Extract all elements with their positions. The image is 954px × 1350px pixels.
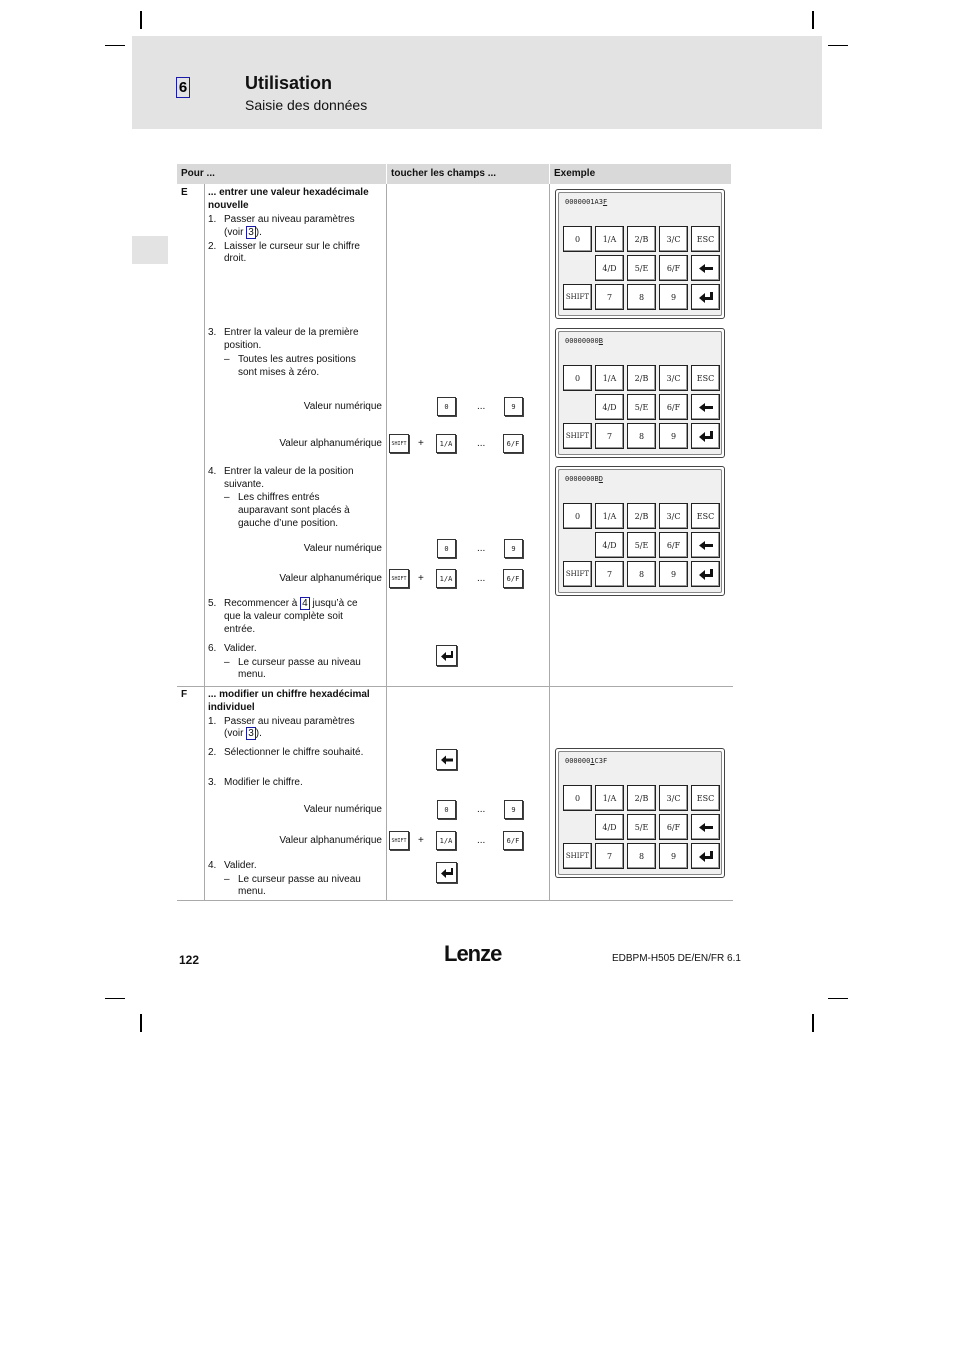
sub-text: sont mises à zéro. [238, 367, 320, 378]
crop-mark [828, 45, 848, 46]
section-heading: ... entrer une valeur hexadécimale [208, 187, 369, 198]
keypad-key[interactable]: 5/E [627, 394, 656, 420]
key-9[interactable]: 9 [504, 397, 523, 416]
keypad-key[interactable]: 5/E [627, 532, 656, 558]
table-row-divider [177, 900, 733, 901]
keypad-display [565, 198, 607, 206]
display-text: 00000000 [565, 337, 599, 345]
keypad-key[interactable]: 2/B [627, 503, 656, 529]
table-header-pour: Pour ... [177, 164, 386, 184]
step-text: que la valeur complète soit [224, 611, 343, 622]
step-number: 4. [208, 466, 217, 477]
lenze-logo: Lenze [444, 941, 502, 966]
page-number: 122 [179, 953, 200, 967]
keypad-key[interactable]: 3/C [659, 503, 688, 529]
keypad-key[interactable]: 0 [563, 503, 592, 529]
label-numeric: Valeur numérique [303, 804, 382, 815]
key-shift[interactable]: SHIFT [389, 831, 409, 850]
ellipsis: ... [477, 438, 486, 449]
keypad-key[interactable]: 2/B [627, 226, 656, 252]
cursor-left-key[interactable] [691, 255, 720, 281]
keypad-key[interactable]: SHIFT [563, 423, 592, 449]
keypad-display [565, 475, 603, 483]
keypad-panel [555, 748, 725, 878]
crop-mark [812, 11, 814, 29]
keypad-key[interactable]: 7 [595, 423, 624, 449]
page-ref-link[interactable]: 3 [248, 227, 254, 238]
keypad-panel [555, 189, 725, 319]
enter-key[interactable] [691, 423, 720, 449]
keypad-key[interactable]: 8 [627, 423, 656, 449]
cursor-left-key[interactable] [691, 814, 720, 840]
step-text: suivante. [224, 479, 265, 490]
step-text: (voir 3 ). [224, 227, 262, 238]
keypad-key[interactable]: SHIFT [563, 561, 592, 587]
crop-mark [140, 11, 142, 29]
sub-text: Le curseur passe au niveau [238, 874, 361, 885]
key-shift[interactable]: SHIFT [389, 434, 409, 453]
step-text: Entrer la valeur de la position [224, 466, 354, 477]
keypad-key[interactable]: 9 [659, 284, 688, 310]
enter-key[interactable] [691, 843, 720, 869]
key-0[interactable]: 0 [437, 800, 456, 819]
keypad-key[interactable]: SHIFT [563, 843, 592, 869]
display-text: C3F [594, 757, 608, 765]
keypad-key[interactable]: 6/F [659, 814, 688, 840]
keypad-key[interactable]: ESC [691, 226, 720, 252]
chapter-header [132, 36, 822, 129]
label-numeric: Valeur numérique [303, 401, 382, 412]
keypad-key[interactable]: 4/D [595, 532, 624, 558]
keypad-key[interactable]: 0 [563, 226, 592, 252]
page-title: Utilisation [245, 73, 333, 93]
step-number: 1. [208, 214, 217, 225]
display-text: 000000 [565, 757, 591, 765]
keypad-key[interactable]: 0 [563, 785, 592, 811]
keypad-key[interactable]: 3/C [659, 365, 688, 391]
keypad-key[interactable]: 9 [659, 561, 688, 587]
key-6f[interactable]: 6/F [503, 569, 523, 588]
enter-icon [440, 650, 454, 662]
crop-mark [105, 45, 125, 46]
label-numeric: Valeur numérique [303, 543, 382, 554]
enter-icon [698, 850, 714, 863]
enter-key[interactable] [691, 284, 720, 310]
label-alpha: Valeur alphanumérique [279, 573, 382, 584]
keypad-key[interactable]: 9 [659, 843, 688, 869]
keypad-display [565, 757, 607, 765]
sub-dash: – [224, 874, 230, 885]
keypad-key[interactable]: 7 [595, 843, 624, 869]
keypad-panel [555, 466, 725, 596]
step-text: Sélectionner le chiffre souhaité. [224, 747, 364, 758]
chapter-number: 6 [176, 77, 190, 98]
cursor-left-key[interactable] [691, 532, 720, 558]
sub-text: menu. [238, 886, 266, 897]
step-number: 2. [208, 241, 217, 252]
step-text: entrée. [224, 624, 256, 635]
enter-key[interactable] [691, 561, 720, 587]
keypad-key[interactable]: 6/F [659, 255, 688, 281]
keypad-key[interactable]: 1/A [595, 785, 624, 811]
step-number: 6. [208, 643, 217, 654]
step-text: Passer au niveau paramètres [224, 214, 355, 225]
table-row-divider [177, 686, 733, 687]
sub-dash: – [224, 354, 230, 365]
enter-key[interactable] [436, 862, 457, 883]
keypad-key[interactable]: ESC [691, 365, 720, 391]
keypad-key[interactable]: 4/D [595, 394, 624, 420]
key-0[interactable]: 0 [437, 397, 456, 416]
key-1a[interactable]: 1/A [436, 831, 456, 850]
display-cursor-digit: B [598, 337, 603, 345]
keypad-body [558, 192, 722, 316]
sub-dash: – [224, 657, 230, 668]
keypad-display [565, 337, 603, 345]
table-divider [204, 184, 205, 900]
keypad-key[interactable]: 3/C [659, 785, 688, 811]
sub-text: Toutes les autres positions [238, 354, 356, 365]
enter-icon [698, 430, 714, 443]
step-text: Valider. [224, 860, 257, 871]
step-number: 1. [208, 716, 217, 727]
section-letter: E [181, 187, 188, 198]
keypad-key[interactable]: 0 [563, 365, 592, 391]
crop-mark [140, 1014, 142, 1032]
crop-mark [812, 1014, 814, 1032]
keypad-key[interactable]: 8 [627, 843, 656, 869]
section-heading: individuel [208, 702, 255, 713]
keypad-key[interactable]: 1/A [595, 503, 624, 529]
sub-text: Le curseur passe au niveau [238, 657, 361, 668]
step-text: droit. [224, 253, 247, 264]
sub-text: Les chiffres entrés [238, 492, 320, 503]
arrow-left-icon [440, 754, 454, 766]
ellipsis: ... [477, 804, 486, 815]
step-text: Passer au niveau paramètres [224, 716, 355, 727]
step-text: Laisser le curseur sur le chiffre [224, 241, 360, 252]
section-heading: ... modifier un chiffre hexadécimal [208, 689, 370, 700]
keypad-key[interactable]: 5/E [627, 255, 656, 281]
enter-icon [698, 291, 714, 304]
display-text: 0000001A3 [565, 198, 603, 206]
keypad-key[interactable]: 6/F [659, 532, 688, 558]
key-9[interactable]: 9 [504, 539, 523, 558]
step-text: Valider. [224, 643, 257, 654]
step-text: Modifier le chiffre. [224, 777, 303, 788]
plus-sign: + [418, 835, 424, 846]
document-reference: EDBPM-H505 DE/EN/FR 6.1 [612, 953, 741, 964]
step-number: 3. [208, 777, 217, 788]
keypad-key[interactable]: ESC [691, 503, 720, 529]
label-alpha: Valeur alphanumérique [279, 438, 382, 449]
display-cursor-digit: D [598, 475, 603, 483]
keypad-key[interactable]: 7 [595, 561, 624, 587]
side-tab [132, 236, 168, 264]
keypad-key[interactable]: 6/F [659, 394, 688, 420]
enter-icon [698, 568, 714, 581]
keypad-key[interactable]: 4/D [595, 814, 624, 840]
step-text: Entrer la valeur de la première [224, 327, 359, 338]
page-ref-link[interactable]: 4 [302, 598, 308, 609]
arrow-left-icon [698, 262, 714, 275]
key-shift[interactable]: SHIFT [389, 569, 409, 588]
arrow-left-icon [698, 539, 714, 552]
crop-mark [105, 998, 125, 999]
key-1a[interactable]: 1/A [436, 434, 456, 453]
keypad-key[interactable]: 1/A [595, 226, 624, 252]
cursor-left-key[interactable] [691, 394, 720, 420]
keypad-body [558, 751, 722, 875]
keypad-panel [555, 328, 725, 458]
keypad-key[interactable]: 9 [659, 423, 688, 449]
keypad-key[interactable]: 4/D [595, 255, 624, 281]
table-divider [549, 184, 550, 900]
sub-text: menu. [238, 669, 266, 680]
section-heading: nouvelle [208, 200, 249, 211]
keypad-key[interactable]: 2/B [627, 785, 656, 811]
ellipsis: ... [477, 835, 486, 846]
plus-sign: + [418, 573, 424, 584]
key-6f[interactable]: 6/F [503, 434, 523, 453]
display-cursor-digit: 1 [590, 757, 595, 765]
plus-sign: + [418, 438, 424, 449]
keypad-key[interactable]: 1/A [595, 365, 624, 391]
sub-dash: – [224, 492, 230, 503]
key-0[interactable]: 0 [437, 539, 456, 558]
keypad-key[interactable]: 8 [627, 284, 656, 310]
enter-key[interactable] [436, 645, 457, 666]
keypad-key[interactable]: 2/B [627, 365, 656, 391]
keypad-body [558, 469, 722, 593]
page-ref-link[interactable]: 3 [248, 728, 254, 739]
keypad-key[interactable]: ESC [691, 785, 720, 811]
keypad-key[interactable]: SHIFT [563, 284, 592, 310]
section-letter: F [181, 689, 188, 700]
step-text: Recommencer à 4 jusqu’à ce [224, 598, 358, 609]
page-subtitle: Saisie des données [245, 97, 368, 113]
ellipsis: ... [477, 573, 486, 584]
step-number: 3. [208, 327, 217, 338]
arrow-left-icon [698, 821, 714, 834]
cursor-left-key[interactable] [436, 749, 457, 770]
display-cursor-digit: F [602, 198, 608, 206]
key-6f[interactable]: 6/F [503, 831, 523, 850]
keypad-key[interactable]: 3/C [659, 226, 688, 252]
sub-text: auparavant sont placés à [238, 505, 350, 516]
key-9[interactable]: 9 [504, 800, 523, 819]
ellipsis: ... [477, 543, 486, 554]
enter-icon [440, 867, 454, 879]
arrow-left-icon [698, 401, 714, 414]
display-text: 0000000B [565, 475, 599, 483]
table-header-toucher: toucher les champs ... [387, 164, 549, 184]
ellipsis: ... [477, 401, 486, 412]
keypad-key[interactable]: 8 [627, 561, 656, 587]
keypad-key[interactable]: 5/E [627, 814, 656, 840]
step-number: 2. [208, 747, 217, 758]
step-text: position. [224, 340, 262, 351]
label-alpha: Valeur alphanumérique [279, 835, 382, 846]
step-number: 5. [208, 598, 217, 609]
table-header-exemple: Exemple [550, 164, 731, 184]
step-number: 4. [208, 860, 217, 871]
crop-mark [828, 998, 848, 999]
keypad-body [558, 331, 722, 455]
sub-text: gauche d’une position. [238, 518, 339, 529]
step-text: (voir 3 ). [224, 728, 262, 739]
key-1a[interactable]: 1/A [436, 569, 456, 588]
table-divider [386, 184, 387, 900]
keypad-key[interactable]: 7 [595, 284, 624, 310]
